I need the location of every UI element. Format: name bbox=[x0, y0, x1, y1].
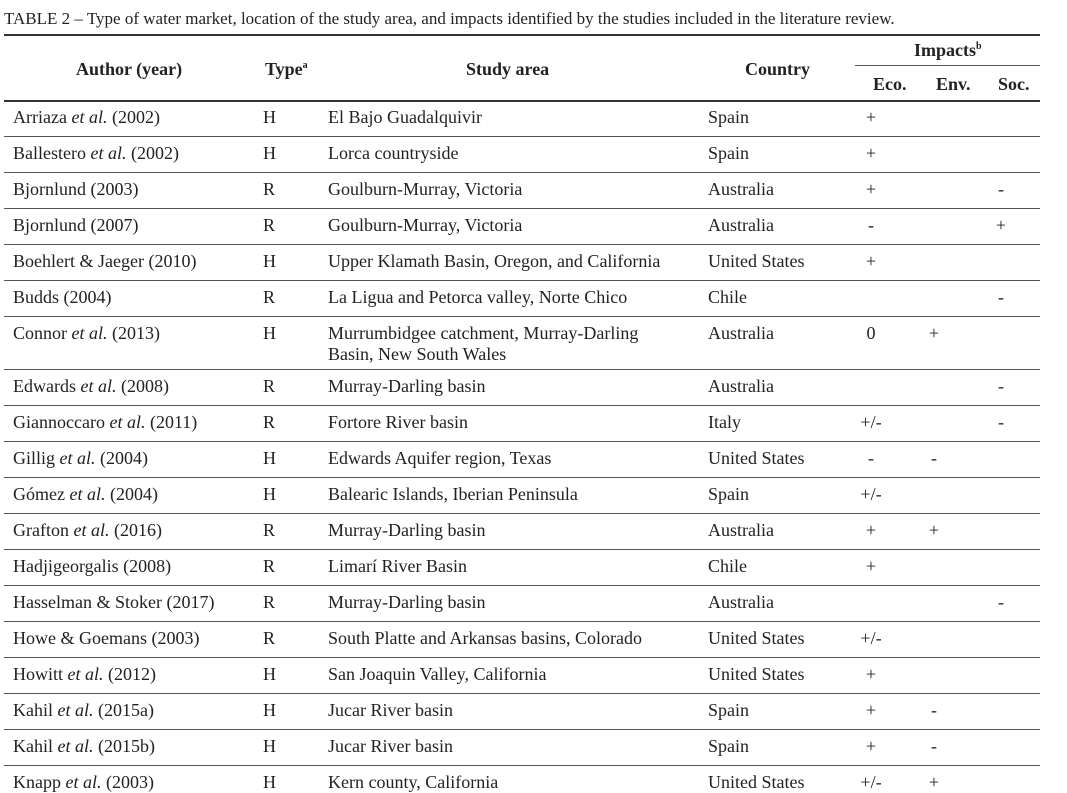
cell-study-area: San Joaquin Valley, California bbox=[328, 664, 547, 684]
author-name: Bjornlund (2003) bbox=[13, 179, 139, 199]
cell-impact-eco: + bbox=[865, 556, 877, 576]
row-separator bbox=[4, 621, 1040, 622]
cell-country: Spain bbox=[708, 484, 750, 504]
cell-study-area: Balearic Islands, Iberian Peninsula bbox=[328, 484, 578, 504]
author-name: Kahil bbox=[13, 700, 53, 720]
cell-country: United States bbox=[708, 664, 805, 684]
author-name: Boehlert & Jaeger (2010) bbox=[13, 251, 197, 271]
row-separator bbox=[4, 280, 1040, 281]
cell-author bbox=[13, 520, 162, 541]
author-etal: et al. bbox=[63, 664, 104, 684]
author-year: (2004) bbox=[95, 448, 149, 468]
cell-impact-eco: - bbox=[868, 448, 874, 468]
cell-impact-eco: +/- bbox=[860, 772, 882, 792]
cell-impact-eco: + bbox=[865, 700, 877, 720]
row-separator bbox=[4, 316, 1040, 317]
row-separator bbox=[4, 208, 1040, 209]
cell-study-area: Edwards Aquifer region, Texas bbox=[328, 448, 552, 468]
cell-impact-eco: 0 bbox=[866, 323, 876, 343]
author-name: Howitt bbox=[13, 664, 64, 684]
cell-type: H bbox=[263, 772, 276, 792]
cell-author bbox=[13, 592, 214, 613]
cell-impact-eco: - bbox=[868, 215, 874, 235]
author-name: Kahil bbox=[13, 736, 53, 756]
cell-study-area: Murrumbidgee catchment, Murray-Darling bbox=[328, 323, 639, 343]
cell-country: Chile bbox=[708, 287, 747, 307]
cell-country: Australia bbox=[708, 179, 774, 199]
author-year: (2008) bbox=[116, 376, 169, 396]
row-separator bbox=[4, 369, 1040, 370]
cell-type: R bbox=[263, 556, 276, 576]
header-type: Type$^a$ bbox=[265, 59, 308, 79]
author-etal: et al. bbox=[64, 484, 106, 504]
cell-impact-env: + bbox=[928, 772, 940, 792]
cell-country: Italy bbox=[708, 412, 741, 432]
cell-type: H bbox=[263, 448, 276, 468]
cell-country: Australia bbox=[708, 592, 774, 612]
cell-impact-eco: + bbox=[865, 107, 877, 127]
cell-author bbox=[13, 664, 156, 685]
cell-type: H bbox=[263, 107, 276, 127]
cell-study-area: El Bajo Guadalquivir bbox=[328, 107, 482, 127]
cell-author bbox=[13, 287, 112, 308]
header-soc: Soc. bbox=[998, 74, 1030, 94]
cell-author bbox=[13, 628, 199, 649]
author-etal: et al. bbox=[85, 143, 127, 163]
cell-impact-soc: - bbox=[998, 287, 1004, 307]
cell-study-area: Murray-Darling basin bbox=[328, 592, 486, 612]
cell-author bbox=[13, 412, 197, 433]
header-impacts: Impacts$^b$ bbox=[914, 40, 982, 60]
cell-impact-soc: - bbox=[998, 592, 1004, 612]
cell-study-area: Lorca countryside bbox=[328, 143, 459, 163]
cell-type: H bbox=[263, 251, 276, 271]
author-year: (2015a) bbox=[93, 700, 154, 720]
row-separator bbox=[4, 585, 1040, 586]
cell-author bbox=[13, 251, 196, 272]
cell-country: Spain bbox=[708, 107, 750, 127]
author-year: (2016) bbox=[109, 520, 162, 540]
cell-study-area: Goulburn-Murray, Victoria bbox=[328, 215, 523, 235]
cell-author bbox=[13, 772, 154, 793]
cell-author bbox=[13, 556, 171, 577]
cell-impact-soc: - bbox=[998, 376, 1004, 396]
cell-study-area: Upper Klamath Basin, Oregon, and California bbox=[328, 251, 661, 271]
cell-study-area: Kern county, California bbox=[328, 772, 499, 792]
cell-author bbox=[13, 143, 179, 164]
cell-impact-env: + bbox=[928, 323, 940, 343]
author-year: (2015b) bbox=[93, 736, 155, 756]
author-etal: et al. bbox=[53, 736, 94, 756]
cell-impact-env: + bbox=[928, 520, 940, 540]
author-name: Gómez bbox=[13, 484, 65, 504]
cell-study-area: Goulburn-Murray, Victoria bbox=[328, 179, 523, 199]
row-separator bbox=[4, 441, 1040, 442]
cell-author bbox=[13, 215, 139, 236]
row-separator bbox=[4, 693, 1040, 694]
author-name: Connor bbox=[13, 323, 67, 343]
cell-study-area: Murray-Darling basin bbox=[328, 376, 486, 396]
cell-impact-soc: - bbox=[998, 412, 1004, 432]
row-separator bbox=[4, 405, 1040, 406]
cell-type: H bbox=[263, 736, 276, 756]
author-year: (2004) bbox=[105, 484, 158, 504]
cell-author bbox=[13, 376, 169, 397]
cell-impact-env: - bbox=[931, 448, 937, 468]
cell-country: Chile bbox=[708, 556, 747, 576]
author-year: (2002) bbox=[126, 143, 179, 163]
author-name: Knapp bbox=[13, 772, 61, 792]
author-etal: et al. bbox=[55, 448, 96, 468]
cell-author bbox=[13, 700, 154, 721]
cell-country: United States bbox=[708, 448, 805, 468]
author-year: (2002) bbox=[107, 107, 160, 127]
author-etal: et al. bbox=[75, 376, 117, 396]
cell-country: Australia bbox=[708, 323, 774, 343]
cell-country: United States bbox=[708, 772, 805, 792]
cell-study-area: South Platte and Arkansas basins, Colorado bbox=[328, 628, 642, 648]
row-separator bbox=[4, 136, 1040, 137]
cell-study-area: Murray-Darling basin bbox=[328, 520, 486, 540]
cell-impact-soc: + bbox=[995, 215, 1007, 235]
cell-impact-soc: - bbox=[998, 179, 1004, 199]
table-caption: TABLE 2 – Type of water market, location of the study area, and impacts identified by the studies included in the literature review. bbox=[4, 9, 895, 28]
header-rule bbox=[4, 100, 1040, 102]
cell-country: Australia bbox=[708, 215, 774, 235]
cell-impact-eco: +/- bbox=[860, 628, 882, 648]
author-name: Grafton bbox=[13, 520, 69, 540]
cell-impact-eco: +/- bbox=[860, 412, 882, 432]
cell-type: H bbox=[263, 664, 276, 684]
cell-country: Spain bbox=[708, 143, 750, 163]
cell-country: Spain bbox=[708, 700, 750, 720]
cell-country: United States bbox=[708, 251, 805, 271]
cell-author bbox=[13, 484, 158, 505]
cell-impact-eco: + bbox=[865, 736, 877, 756]
cell-country: United States bbox=[708, 628, 805, 648]
row-separator bbox=[4, 549, 1040, 550]
author-name: Arriaza bbox=[13, 107, 67, 127]
cell-type: R bbox=[263, 179, 276, 199]
row-separator bbox=[4, 729, 1040, 730]
row-separator bbox=[4, 172, 1040, 173]
cell-type: R bbox=[263, 412, 276, 432]
cell-author bbox=[13, 107, 160, 128]
author-year: (2012) bbox=[103, 664, 157, 684]
cell-author bbox=[13, 736, 155, 757]
author-name: Hasselman & Stoker (2017) bbox=[13, 592, 215, 612]
author-etal: et al. bbox=[67, 323, 108, 343]
cell-type: H bbox=[263, 484, 276, 504]
cell-impact-eco: + bbox=[865, 179, 877, 199]
cell-study-area: Jucar River basin bbox=[328, 736, 453, 756]
author-year: (2011) bbox=[145, 412, 198, 432]
author-name: Gillig bbox=[13, 448, 56, 468]
cell-type: H bbox=[263, 143, 276, 163]
cell-study-area: Limarí River Basin bbox=[328, 556, 467, 576]
header-env: Env. bbox=[936, 74, 971, 94]
author-name: Hadjigeorgalis (2008) bbox=[13, 556, 172, 576]
header-country: Country bbox=[745, 59, 811, 79]
cell-type: R bbox=[263, 520, 276, 540]
author-name: Edwards bbox=[13, 376, 76, 396]
author-name: Budds (2004) bbox=[13, 287, 112, 307]
cell-country: Spain bbox=[708, 736, 750, 756]
author-name: Howe & Goemans (2003) bbox=[13, 628, 200, 648]
header-eco: Eco. bbox=[873, 74, 907, 94]
author-name: Giannoccaro bbox=[13, 412, 105, 432]
cell-country: Australia bbox=[708, 520, 774, 540]
header-study-area: Study area bbox=[466, 59, 550, 79]
cell-impact-eco: +/- bbox=[860, 484, 882, 504]
row-separator bbox=[4, 244, 1040, 245]
cell-type: R bbox=[263, 215, 276, 235]
row-separator bbox=[4, 765, 1040, 766]
cell-impact-eco: + bbox=[865, 664, 877, 684]
cell-type: R bbox=[263, 287, 276, 307]
cell-impact-env: - bbox=[931, 700, 937, 720]
cell-impact-eco: + bbox=[865, 251, 877, 271]
row-separator bbox=[4, 513, 1040, 514]
cell-type: H bbox=[263, 700, 276, 720]
cell-author bbox=[13, 179, 139, 200]
author-etal: et al. bbox=[66, 107, 108, 127]
top-rule bbox=[4, 34, 1040, 36]
cell-type: R bbox=[263, 592, 276, 612]
cell-impact-env: - bbox=[931, 736, 937, 756]
cell-study-area: La Ligua and Petorca valley, Norte Chico bbox=[328, 287, 628, 307]
author-year: (2003) bbox=[101, 772, 154, 792]
author-etal: et al. bbox=[104, 412, 146, 432]
author-etal: et al. bbox=[53, 700, 94, 720]
cell-study-area: Jucar River basin bbox=[328, 700, 453, 720]
cell-author bbox=[13, 448, 148, 469]
cell-impact-eco: + bbox=[865, 520, 877, 540]
row-separator bbox=[4, 477, 1040, 478]
author-year: (2013) bbox=[107, 323, 160, 343]
cell-type: R bbox=[263, 376, 276, 396]
cell-country: Australia bbox=[708, 376, 774, 396]
cell-type: H bbox=[263, 323, 276, 343]
author-name: Bjornlund (2007) bbox=[13, 215, 139, 235]
header-author: Author (year) bbox=[76, 59, 183, 79]
author-etal: et al. bbox=[61, 772, 102, 792]
cell-type: R bbox=[263, 628, 276, 648]
author-name: Ballestero bbox=[13, 143, 86, 163]
cell-study-area-line2: Basin, New South Wales bbox=[328, 344, 507, 364]
impacts-subrule bbox=[855, 65, 1040, 66]
author-etal: et al. bbox=[68, 520, 110, 540]
row-separator bbox=[4, 657, 1040, 658]
cell-impact-eco: + bbox=[865, 143, 877, 163]
cell-study-area: Fortore River basin bbox=[328, 412, 468, 432]
cell-author bbox=[13, 323, 160, 344]
